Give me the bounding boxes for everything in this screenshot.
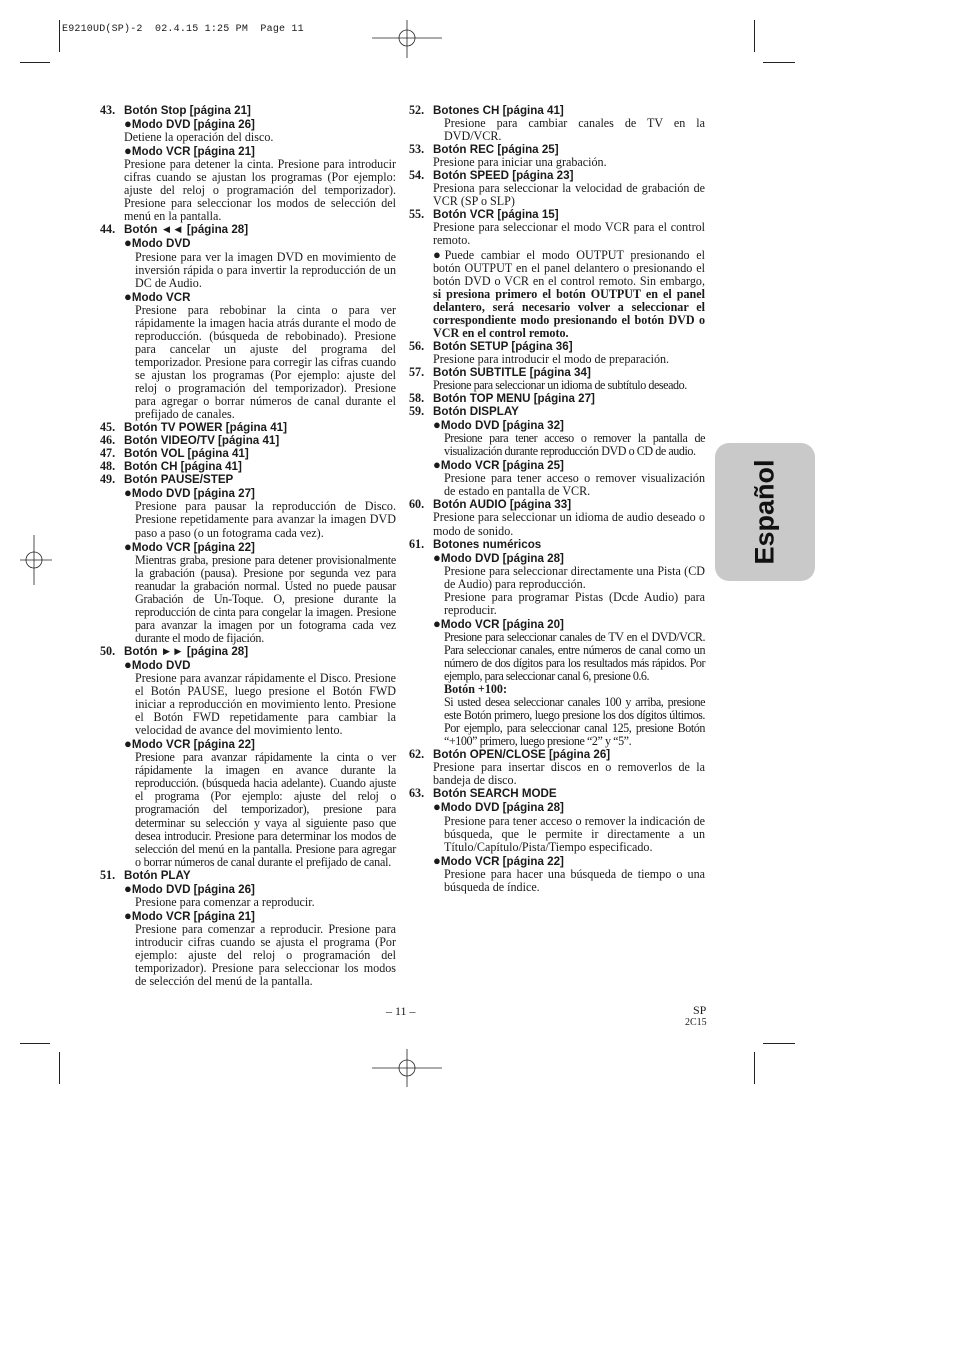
entry-text: Presione para introducir el modo de preparación. xyxy=(433,351,670,366)
entry-number: 50. xyxy=(100,643,116,658)
entry-title: Botón VIDEO/TV [página 41] xyxy=(124,434,280,448)
mode-text: Presione para comenzar a reproducir. xyxy=(135,894,315,909)
registration-mark-icon xyxy=(20,535,52,585)
bullet-icon: ● xyxy=(124,656,132,672)
entry-57 xyxy=(409,366,705,392)
mode-heading: Modo DVD xyxy=(131,237,191,251)
entry-text: Presione para iniciar una grabación. xyxy=(433,155,607,170)
crop-mark xyxy=(59,1052,60,1084)
entry-title: Botón Stop [página 21] xyxy=(124,104,251,117)
entry-note xyxy=(433,248,705,340)
mode-text: Presione para detener la cinta. Presione para introducir cifras cuando se ajustan los programas (Por ejemplo: ajuste del reloj o programación del temporizador). Presione para seleccionar los modos de selección del menú en la pantalla. xyxy=(124,157,396,224)
entry-title: Botón ►► [página 28] xyxy=(124,644,249,658)
model-code: 2C15 xyxy=(685,1017,707,1028)
entry-45 xyxy=(100,421,396,434)
bullet-icon: ● xyxy=(433,417,441,433)
entry-text: Presione para seleccionar un idioma de subtítulo deseado. xyxy=(433,377,687,392)
entry-text: Presione para seleccionar un idioma de audio deseado o modo de sonido. xyxy=(433,510,705,538)
mode-text: Presione para hacer una búsqueda de tiempo o una búsqueda de índice. xyxy=(444,866,705,894)
entry-number: 53. xyxy=(409,142,425,157)
language-tab xyxy=(715,443,815,581)
mode-heading: Modo VCR [página 22] xyxy=(131,540,255,554)
entry-number: 61. xyxy=(409,536,425,551)
entry-text: Presiona para seleccionar la velocidad de grabación de VCR (SP o SLP) xyxy=(433,181,705,209)
bullet-icon: ● xyxy=(124,116,132,132)
entry-title: Botón SUBTITLE [página 34] xyxy=(433,365,591,379)
entry-title: Botón VCR [página 15] xyxy=(433,208,559,222)
bullet-icon: ● xyxy=(124,288,132,304)
entry-title: Botón REC [página 25] xyxy=(433,143,559,157)
entry-title: Botón TOP MENU [página 27] xyxy=(433,392,595,406)
mode-heading: Modo DVD [página 27] xyxy=(131,487,255,501)
note-text: Puede cambiar el modo OUTPUT presionando el botón OUTPUT en el panel delantero o presionando el botón DVD o VCR en el control remoto. Sin embargo, xyxy=(433,247,705,288)
mode-text: Presione para seleccionar canales de TV en el DVD/VCR. Para seleccionar canales, entre números de canal como un número de dos dígitos para los resultados más rápidos. Por ejemplo, para seleccionar canal 6, presione 0.6. xyxy=(444,629,705,684)
entry-60 xyxy=(409,498,705,537)
mode-heading: Modo VCR [página 25] xyxy=(440,459,564,473)
crop-mark xyxy=(754,20,755,52)
entry-46 xyxy=(100,434,396,447)
bullet-icon: ● xyxy=(433,852,441,868)
entry-title: Botón SPEED [página 23] xyxy=(433,169,574,183)
entry-title: Botón TV POWER [página 41] xyxy=(124,421,287,435)
plus100-label: Botón +100: xyxy=(444,682,507,697)
mode-text: Presione para tener acceso o remover la pantalla de visualización durante reproducción DVD o CD de audio. xyxy=(444,431,705,459)
entry-49 xyxy=(100,473,396,645)
entry-48 xyxy=(100,460,396,473)
mode-heading: Modo VCR [página 22] xyxy=(131,738,255,752)
entry-61 xyxy=(409,538,705,749)
page-number: – 11 – xyxy=(386,1004,416,1018)
entry-title: Botón SEARCH MODE xyxy=(433,787,557,801)
entry-54 xyxy=(409,169,705,208)
crop-mark xyxy=(20,1043,50,1044)
entry-number: 56. xyxy=(409,338,425,353)
entry-number: 48. xyxy=(100,459,116,474)
bullet-icon: ● xyxy=(433,457,441,473)
mode-heading: Modo VCR [página 21] xyxy=(131,909,255,923)
mode-heading: Modo DVD [página 28] xyxy=(440,551,564,565)
entry-number: 55. xyxy=(409,207,425,222)
bullet-icon: ● xyxy=(433,549,441,565)
entry-title: Botón PLAY xyxy=(124,868,191,882)
entry-title: Botón CH [página 41] xyxy=(124,460,242,474)
print-slug-header: E9210UD(SP)-2 02.4.15 1:25 PM Page 11 xyxy=(62,24,304,35)
entry-52 xyxy=(409,104,705,143)
entry-number: 58. xyxy=(409,391,425,406)
entry-number: 60. xyxy=(409,497,425,512)
entry-55 xyxy=(409,208,705,339)
mode-heading: Modo VCR [página 22] xyxy=(440,854,564,868)
entry-title: Botón ◄◄ [página 28] xyxy=(124,223,249,237)
bullet-icon: ● xyxy=(124,736,132,752)
entry-50 xyxy=(100,645,396,869)
bullet-icon: ● xyxy=(124,907,132,923)
entry-title: Botón AUDIO [página 33] xyxy=(433,498,572,512)
bullet-icon: ● xyxy=(124,880,132,896)
bullet-icon: ● xyxy=(433,799,441,815)
bullet-icon: ● xyxy=(124,235,132,251)
left-column xyxy=(100,104,396,988)
entry-text: Presione para cambiar canales de TV en la DVD/VCR. xyxy=(444,116,705,144)
entry-62 xyxy=(409,748,705,787)
mode-text: Presione para tener acceso o remover visualización de estado en pantalla de VCR. xyxy=(444,471,705,499)
mode-heading: Modo VCR [página 20] xyxy=(440,617,564,631)
entry-number: 59. xyxy=(409,404,425,419)
registration-mark-icon xyxy=(372,20,442,58)
mode-text: Presione para tener acceso o remover la indicación de búsqueda, que le permite ir directamente a un Título/Capítulo/Pista/Tiempo especificado. xyxy=(444,813,705,854)
crop-mark xyxy=(763,1043,795,1044)
entry-51 xyxy=(100,869,396,988)
mode-text: Presione para rebobinar la cinta o para ver rápidamente la imagen hacia atrás durante el modo de reproducción. (búsqueda de rebobinado). Presione para cancelar un ajuste del programa del temporizador. Presione para corregir las cifras cuando se ajustan los programas (Por ejemplo: ajuste del reloj o programación del temporizador). Presione para agregar o borrar números de canal durante el prefijado de canales. xyxy=(135,302,396,422)
mode-text: Presione para ver la imagen DVD en movimiento de inversión rápida o para invertir la reproducción de un DC de Audio. xyxy=(135,249,396,290)
bullet-icon: ● xyxy=(124,143,132,159)
entry-number: 47. xyxy=(100,446,116,461)
entry-53 xyxy=(409,143,705,169)
language-tab-label: Español xyxy=(749,459,780,565)
entry-title: Botones numéricos xyxy=(433,537,542,551)
entry-47 xyxy=(100,447,396,460)
entry-number: 54. xyxy=(409,168,425,183)
mode-text: Presione para programar Pistas (Dcde Audio) para reproducir. xyxy=(444,589,705,617)
mode-heading: Modo DVD xyxy=(131,658,191,672)
entry-title: Botones CH [página 41] xyxy=(433,104,564,117)
entry-title: Botón VOL [página 41] xyxy=(124,447,249,461)
bullet-icon: ● xyxy=(433,615,441,631)
crop-mark xyxy=(754,1052,755,1084)
entry-43 xyxy=(100,104,396,223)
mode-heading: Modo DVD [página 32] xyxy=(440,419,564,433)
note-bold-text: si presiona primero el botón OUTPUT en el panel delantero, será necesario volver a seleccionar el correspondiente modo presionando el botón DVD o VCR en el control remoto. xyxy=(433,286,705,340)
entry-number: 51. xyxy=(100,867,116,882)
bullet-icon: ● xyxy=(124,485,132,501)
mode-text: Presione para avanzar rápidamente el Disco. Presione el Botón PAUSE, luego presione el Botón FWD iniciar a reproducción en movimiento lento. Presione el Botón FWD repetidamente para cambiar la velocidad de avance del movimiento lento. xyxy=(135,671,396,738)
entry-number: 49. xyxy=(100,472,116,487)
mode-heading: Modo DVD [página 26] xyxy=(131,118,255,132)
mode-heading: Modo VCR xyxy=(131,290,191,304)
mode-text: Mientras graba, presione para detener provisionalmente la grabación (pausa). Presione por segunda vez para reanudar la grabación normal. Usted no puede pausar Grabación de Un-Toque. O, presione durante la reproducción de cinta para congelar la imagen. Presione para avanzar la imagen por un fotograma cada vez durante el modo de fijación. xyxy=(135,552,396,645)
mode-heading: Modo VCR [página 21] xyxy=(131,145,255,159)
mode-text: Presione para avanzar rápidamente la cinta o ver rápidamente la imagen en avance durante la reproducción. (búsqueda hacia adelante). Cuando ajuste el programa (Por ejemplo: ajuste del reloj o programación del temporizador), presione para determinar su selección y vaya al siguiente paso que desea introducir. Presione para determinar los modos de selección del menú en la pantalla. Presione para agregar o borrar números de canal durante el prefijado de canal. xyxy=(135,750,396,869)
mode-text: Presione para comenzar a reproducir. Presione para introducir cifras cuando se ajusta el programa (Por ejemplo: ajuste del reloj o programación del temporizador). Presione para seleccionar los modos de selección del menú de la pantalla. xyxy=(135,921,396,989)
bullet-icon: ● xyxy=(433,246,445,262)
entry-text: Presione para insertar discos en o removerlos de la bandeja de disco. xyxy=(433,760,705,788)
bullet-icon: ● xyxy=(124,538,132,554)
entry-number: 46. xyxy=(100,433,116,448)
entry-number: 44. xyxy=(100,222,116,237)
language-code: SP xyxy=(693,1003,707,1017)
mode-heading: Modo DVD [página 28] xyxy=(440,801,564,815)
plus100-text: Si usted desea seleccionar canales 100 y arriba, presione este Botón primero, luego presione los dos dígitos últimos. Por ejemplo, para seleccionar canal 125, presione Botón “+100” primero, luego presione “2” y “5”. xyxy=(444,695,705,749)
entry-58 xyxy=(409,392,705,405)
registration-mark-icon xyxy=(372,1049,442,1087)
crop-mark xyxy=(59,20,60,52)
mode-text: Presione para seleccionar directamente una Pista (CD de Audio) para reproducción. xyxy=(444,563,705,591)
entry-number: 57. xyxy=(409,364,425,379)
entry-number: 62. xyxy=(409,747,425,762)
entry-number: 45. xyxy=(100,420,116,435)
entry-title: Botón PAUSE/STEP xyxy=(124,473,234,487)
entry-56 xyxy=(409,340,705,366)
mode-text: Detiene la operación del disco. xyxy=(124,130,274,145)
entry-63 xyxy=(409,787,705,893)
entry-44 xyxy=(100,223,396,421)
entry-number: 43. xyxy=(100,103,116,117)
right-column xyxy=(409,104,705,894)
entry-title: Botón OPEN/CLOSE [página 26] xyxy=(433,748,611,762)
crop-mark xyxy=(763,62,795,63)
entry-text: Presione para seleccionar el modo VCR para el control remoto. xyxy=(433,220,705,248)
entry-title: Botón SETUP [página 36] xyxy=(433,339,573,353)
entry-number: 63. xyxy=(409,786,425,801)
mode-heading: Modo DVD [página 26] xyxy=(131,882,255,896)
entry-title: Botón DISPLAY xyxy=(433,405,519,419)
entry-number: 52. xyxy=(409,103,425,117)
crop-mark xyxy=(20,62,50,63)
entry-59 xyxy=(409,405,705,498)
mode-text: Presione para pausar la reproducción de Disco. Presione repetidamente para avanzar la imagen DVD paso a paso (o un fotograma cada vez). xyxy=(135,499,396,540)
